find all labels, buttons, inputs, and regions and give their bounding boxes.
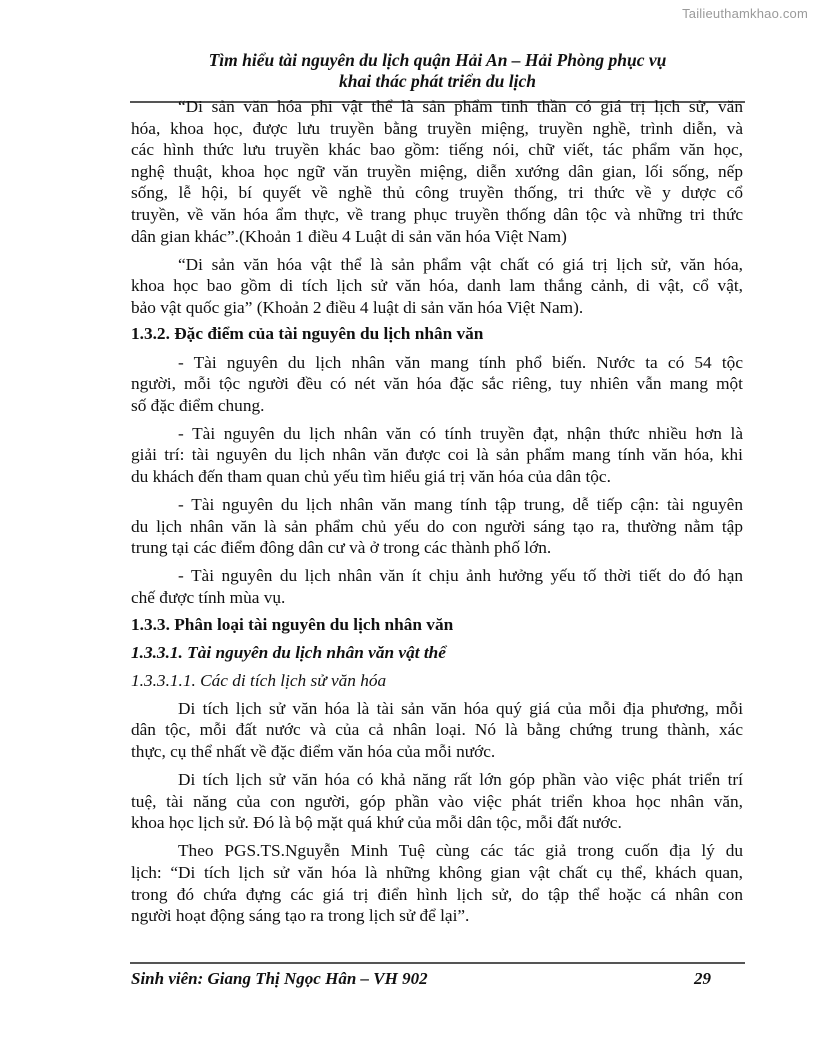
text-line: khoa học lịch sử. Đó là bộ mặt quá khứ của mỗi dân tộc, mỗi đất nước. xyxy=(131,813,622,833)
text-line: khoa học bao gồm di tích lịch sử văn hóa, danh lam thắng cảnh, di vật, cổ vật, xyxy=(131,276,743,296)
header-title-line: Tìm hiểu tài nguyên du lịch quận Hải An – Hải Phòng phục vụ xyxy=(208,50,667,70)
page-number: 29 xyxy=(694,969,711,988)
text-line: sống, lễ hội, bí quyết về nghề thủ công truyền thống, tri thức về y dược cổ xyxy=(131,183,743,203)
text-line: nghệ thuật, khoa học ngữ văn truyền miệng, diễn xướng dân gian, lối sống, nếp xyxy=(131,161,743,181)
text-line: 1.3.3. Phân loại tài nguyên du lịch nhân văn xyxy=(131,614,454,634)
text-line: người hoạt động sáng tạo ra trong lịch sử để lại”. xyxy=(131,906,470,926)
watermark: Tailieuthamkhao.com xyxy=(682,6,808,21)
sub-subsection-heading xyxy=(131,670,743,692)
document-body xyxy=(131,96,743,927)
section-heading xyxy=(131,323,743,345)
text-line: lịch: “Di tích lịch sử văn hóa là những không gian vật chất cụ thể, khách quan, xyxy=(131,863,743,882)
footer-author: Sinh viên: Giang Thị Ngọc Hân – VH 902 xyxy=(131,969,428,988)
text-line: “Di sản văn hóa vật thể là sản phẩm vật chất có giá trị lịch sử, văn hóa, xyxy=(178,254,743,274)
text-line: 1.3.2. Đặc điểm của tài nguyên du lịch nhân văn xyxy=(131,324,484,344)
paragraph xyxy=(131,96,743,247)
text-line: dân gian khác”.(Khoản 1 điều 4 Luật di sản văn hóa Việt Nam) xyxy=(131,226,567,246)
text-line: bảo vật quốc gia” (Khoản 2 điều 4 luật di sản văn hóa Việt Nam). xyxy=(131,297,584,317)
paragraph xyxy=(131,254,743,319)
text-line: Theo PGS.TS.Nguyễn Minh Tuệ cùng các tác giả trong cuốn địa lý du xyxy=(178,841,743,861)
text-line: hóa, khoa học, được lưu truyền bằng truyền miệng, truyền nghề, trình diễn, và xyxy=(131,118,743,138)
paragraph xyxy=(131,494,743,559)
section-heading xyxy=(131,614,743,636)
text-line: - Tài nguyên du lịch nhân văn mang tính tập trung, dễ tiếp cận: tài nguyên xyxy=(178,495,743,515)
text-line: giải trí: tài nguyên du lịch nhân văn được coi là sản phẩm mang tính văn hóa, khi xyxy=(131,445,743,465)
footer-divider xyxy=(130,962,745,964)
running-header xyxy=(130,50,745,91)
paragraph xyxy=(131,352,743,417)
subsection-heading xyxy=(131,642,743,664)
text-line: 1.3.3.1. Tài nguyên du lịch nhân văn vật thể xyxy=(131,642,446,662)
text-line: - Tài nguyên du lịch nhân văn ít chịu ảnh hưởng yếu tố thời tiết do đó hạn xyxy=(178,566,743,586)
text-line: tuệ, tài năng của con người, góp phần vào việc phát triển khoa học nhân văn, xyxy=(131,791,743,811)
paragraph xyxy=(131,769,743,834)
text-line: - Tài nguyên du lịch nhân văn có tính truyền đạt, nhận thức nhiều hơn là xyxy=(178,423,743,443)
header-title-line: khai thác phát triển du lịch xyxy=(339,70,536,91)
text-line: chế được tính mùa vụ. xyxy=(131,587,286,607)
text-line: dân tộc, mỗi đất nước và của cả nhân loại. Nó là bằng chứng trung thành, xác xyxy=(131,720,743,740)
text-line: du lịch nhân văn là sản phẩm chủ yếu do con người sáng tạo ra, thường nằm tập xyxy=(131,516,743,536)
text-line: người, mỗi tộc người đều có nét văn hóa đặc sắc riêng, tuy nhiên vẫn mang một xyxy=(131,374,743,394)
text-line: Di tích lịch sử văn hóa có khả năng rất lớn góp phần vào việc phát triển trí xyxy=(178,770,743,790)
text-line: “Di sản văn hóa phi vật thể là sản phẩm tinh thần có giá trị lịch sử, văn xyxy=(178,97,743,116)
text-line: các hình thức lưu truyền khác bao gồm: tiếng nói, chữ viết, tác phẩm văn học, xyxy=(131,140,743,160)
text-line: trong đó chứa đựng các giá trị điển hình lịch sử, do tập thể hoặc cá nhân con xyxy=(131,884,743,904)
paragraph xyxy=(131,840,743,926)
paragraph xyxy=(131,423,743,488)
text-line: Di tích lịch sử văn hóa là tài sản văn hóa quý giá của mỗi địa phương, mỗi xyxy=(178,698,743,718)
text-line: thực, cụ thể nhất về đặc điểm văn hóa của mỗi nước. xyxy=(131,742,496,762)
running-footer xyxy=(131,969,711,989)
text-line: trung tại các điểm đông dân cư và ở trong các thành phố lớn. xyxy=(131,538,552,558)
text-line: 1.3.3.1.1. Các di tích lịch sử văn hóa xyxy=(131,670,387,690)
paragraph xyxy=(131,698,743,763)
text-line: truyền, về văn hóa ẩm thực, về trang phục truyền thống dân tộc và những tri thức xyxy=(131,204,743,224)
text-line: số đặc điểm chung. xyxy=(131,395,265,415)
paragraph xyxy=(131,565,743,608)
text-line: du khách đến tham quan chủ yếu tìm hiểu giá trị văn hóa của dân tộc. xyxy=(131,467,611,486)
text-line: - Tài nguyên du lịch nhân văn mang tính phổ biến. Nước ta có 54 tộc xyxy=(178,352,743,372)
